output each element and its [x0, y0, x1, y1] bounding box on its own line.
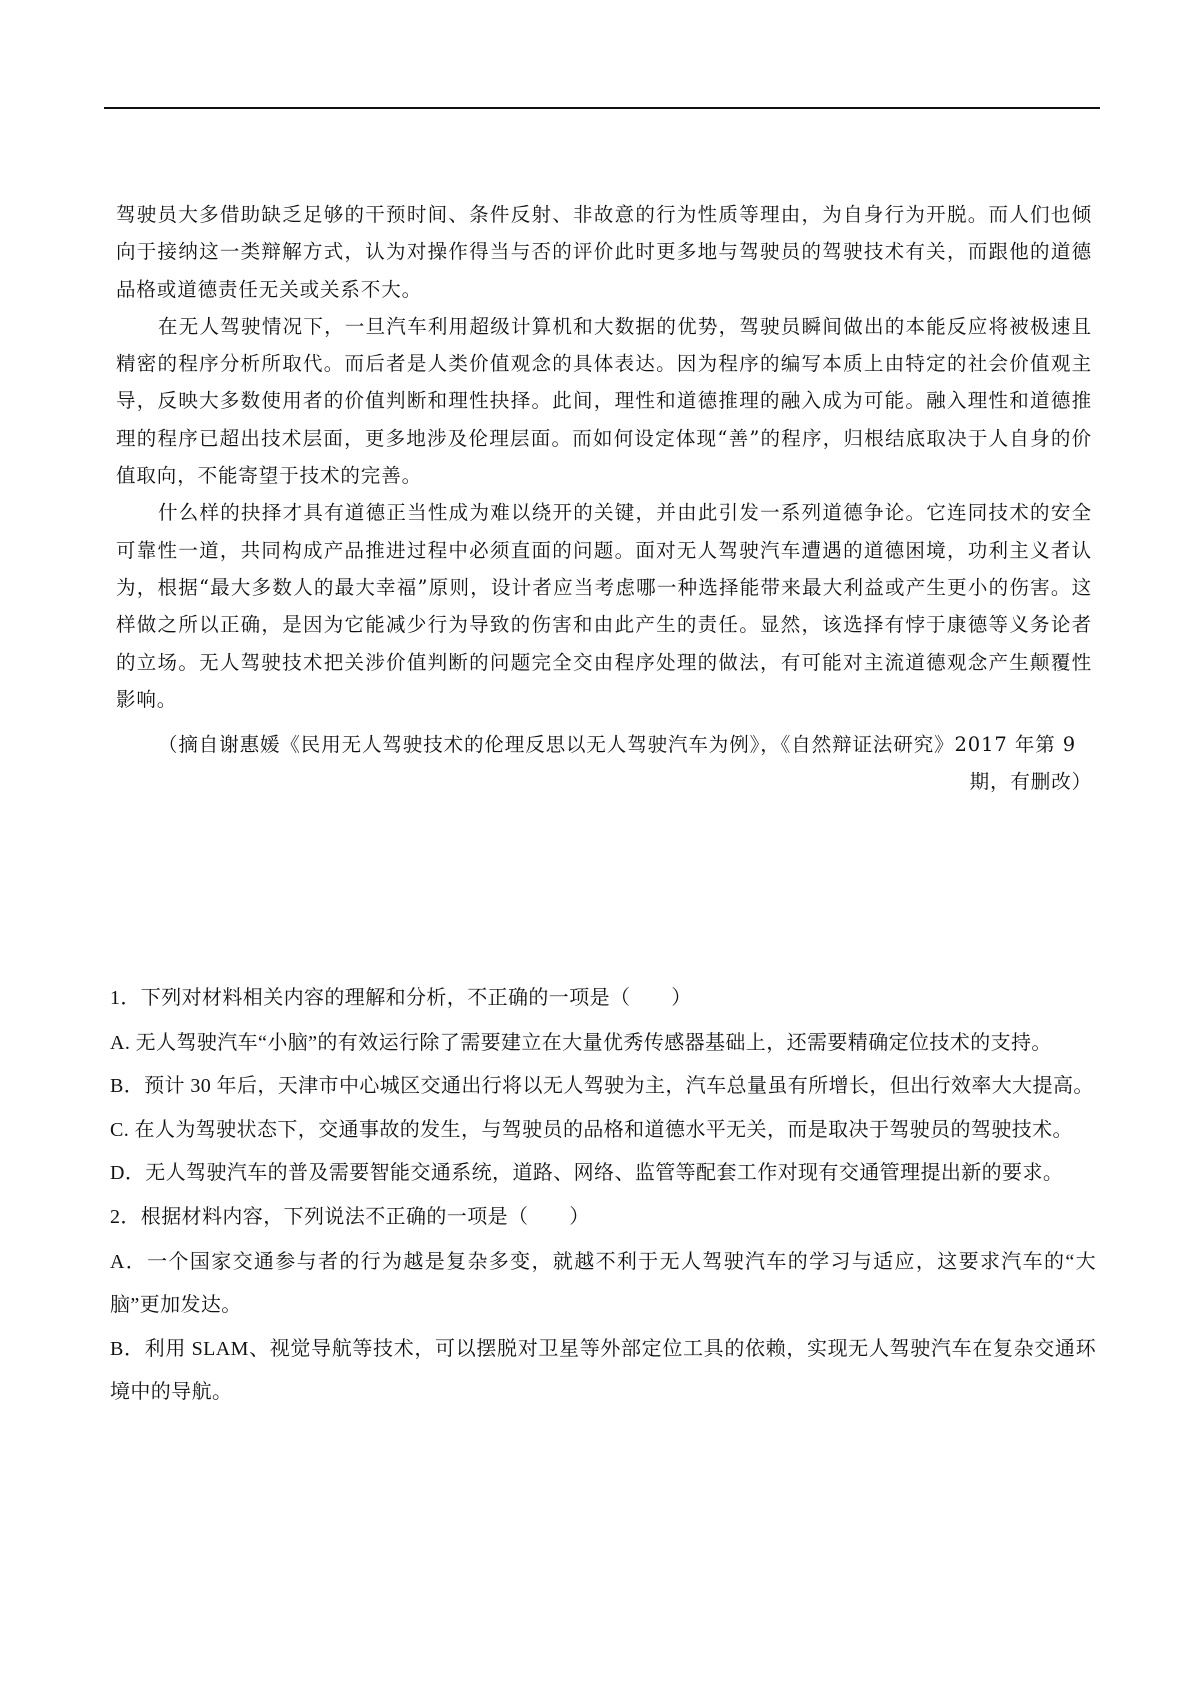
question-1-option-a: A. 无人驾驶汽车“小脑”的有效运行除了需要建立在大量优秀传感器基础上，还需要精确定位技术的支持。: [110, 1031, 1052, 1054]
question-2-option-a: A．一个国家交通参与者的行为越是复杂多变，就越不利于无人驾驶汽车的学习与适应，这要求汽车的“大脑”更加发达。: [110, 1250, 1096, 1317]
question-2: [110, 1196, 1096, 1415]
question-1-option-b: B．预计 30 年后，天津市中心城区交通出行将以无人驾驶为主，汽车总量虽有所增长，但出行效率大大提高。: [110, 1075, 1094, 1098]
question-1: [110, 977, 1096, 1196]
header-rule: [104, 107, 1100, 109]
passage-paragraph-1: 驾驶员大多借助缺乏足够的干预时间、条件反射、非故意的行为性质等理由，为自身行为开脱。而人们也倾向于接纳这一类辩解方式，认为对操作得当与否的评价此时更多地与驾驶员的驾驶技术有关，而跟他的道德品格或道德责任无关或关系不大。: [116, 203, 1092, 301]
passage-paragraph-3: 什么样的抉择才具有道德正当性成为难以绕开的关键，并由此引发一系列道德争论。它连同技术的安全可靠性一道，共同构成产品推进过程中必须直面的问题。面对无人驾驶汽车遭遇的道德困境，功利主义者认为，根据“最大多数人的最大幸福”原则，设计者应当考虑哪一种选择能带来最大利益或产生更小的伤害。这样做之所以正确，是因为它能减少行为导致的伤害和由此产生的责任。显然，该选择有悖于康德等义务论者的立场。无人驾驶技术把关涉价值判断的问题完全交由程序处理的做法，有可能对主流道德观念产生颠覆性影响。: [116, 501, 1092, 711]
question-2-stem: 2．根据材料内容，下列说法不正确的一项是（ ）: [110, 1205, 590, 1228]
source-citation-tail: 期，有删改）: [969, 770, 1092, 794]
source-citation: （摘自谢惠媛《民用无人驾驶技术的伦理反思以无人驾驶汽车为例》，《自然辩证法研究》2017 年第 9: [158, 733, 1077, 757]
question-1-stem: 1．下列对材料相关内容的理解和分析，不正确的一项是（ ）: [110, 987, 692, 1009]
question-2-option-b: B．利用 SLAM、视觉导航等技术，可以摆脱对卫星等外部定位工具的依赖，实现无人驾驶汽车在复杂交通环境中的导航。: [110, 1337, 1096, 1404]
passage: [116, 196, 1092, 801]
passage-paragraph-2: 在无人驾驶情况下，一旦汽车利用超级计算机和大数据的优势，驾驶员瞬间做出的本能反应将被极速且精密的程序分析所取代。而后者是人类价值观念的具体表达。因为程序的编写本质上由特定的社会价值观主导，反映大多数使用者的价值判断和理性抉择。此间，理性和道德推理的融入成为可能。融入理性和道德推理的程序已超出技术层面，更多地涉及伦理层面。而如何设定体现“善”的程序，归根结底取决于人自身的价值取向，不能寄望于技术的完善。: [116, 314, 1092, 488]
question-1-option-c: C. 在人为驾驶状态下，交通事故的发生，与驾驶员的品格和道德水平无关，而是取决于驾驶员的驾驶技术。: [110, 1118, 1073, 1141]
question-1-option-d: D．无人驾驶汽车的普及需要智能交通系统，道路、网络、监管等配套工作对现有交通管理提出新的要求。: [110, 1162, 1064, 1185]
question-section: [110, 977, 1096, 1415]
